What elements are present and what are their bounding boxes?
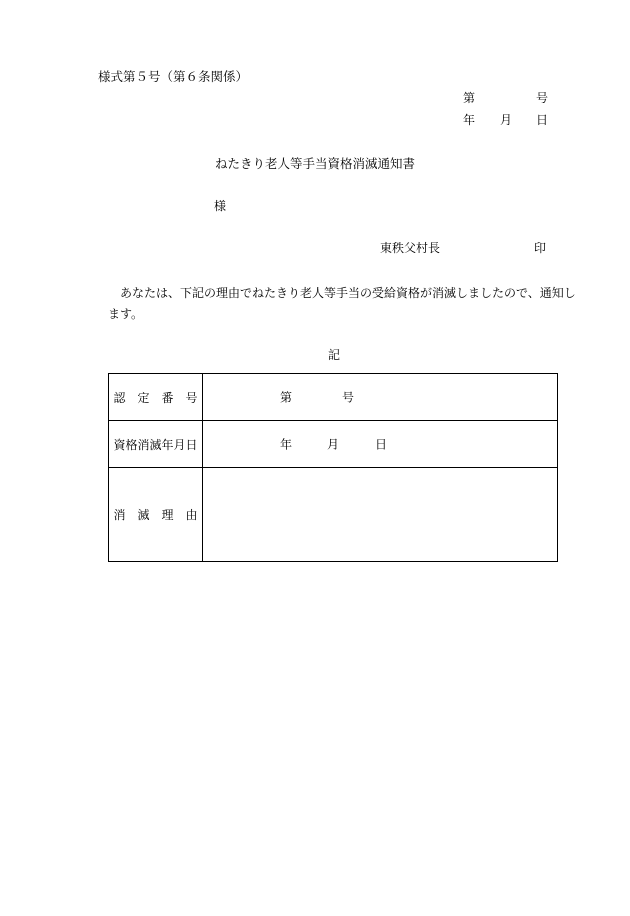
document-number-suffix: 号 xyxy=(536,91,549,105)
addressee-suffix: 様 xyxy=(214,199,227,213)
date-year-label: 年 xyxy=(463,113,476,127)
document-title: ねたきり老人等手当資格消滅通知書 xyxy=(214,156,415,171)
seal-mark: 印 xyxy=(534,241,547,255)
value-loss-reason xyxy=(203,468,558,562)
body-text: あなたは、下記の理由でねたきり老人等手当の受給資格が消滅しましたので、通知します。 xyxy=(108,286,576,321)
cert-number-suffix: 号 xyxy=(342,390,355,405)
label-loss-date: 資格消滅年月日 xyxy=(109,421,203,468)
document-number-prefix: 第 xyxy=(463,91,476,105)
details-table xyxy=(108,373,558,562)
date-month-label: 月 xyxy=(500,113,513,127)
issuer-name: 東秩父村長 xyxy=(380,241,441,255)
ki-heading: 記 xyxy=(327,348,340,362)
date-day-label: 日 xyxy=(536,113,549,127)
label-certification-number: 認 定 番 号 xyxy=(109,374,203,421)
form-label: 様式第５号（第６条関係） xyxy=(98,69,249,84)
loss-date-day: 日 xyxy=(375,437,388,452)
label-loss-reason: 消 滅 理 由 xyxy=(109,468,203,562)
table-row-loss-reason xyxy=(109,468,558,562)
value-certification-number xyxy=(203,374,558,421)
value-loss-date xyxy=(203,421,558,468)
cert-number-prefix: 第 xyxy=(280,390,293,405)
loss-date-month: 月 xyxy=(327,437,340,452)
table-row-certification-number xyxy=(109,374,558,421)
table-row-loss-date xyxy=(109,421,558,468)
loss-date-year: 年 xyxy=(280,437,293,452)
